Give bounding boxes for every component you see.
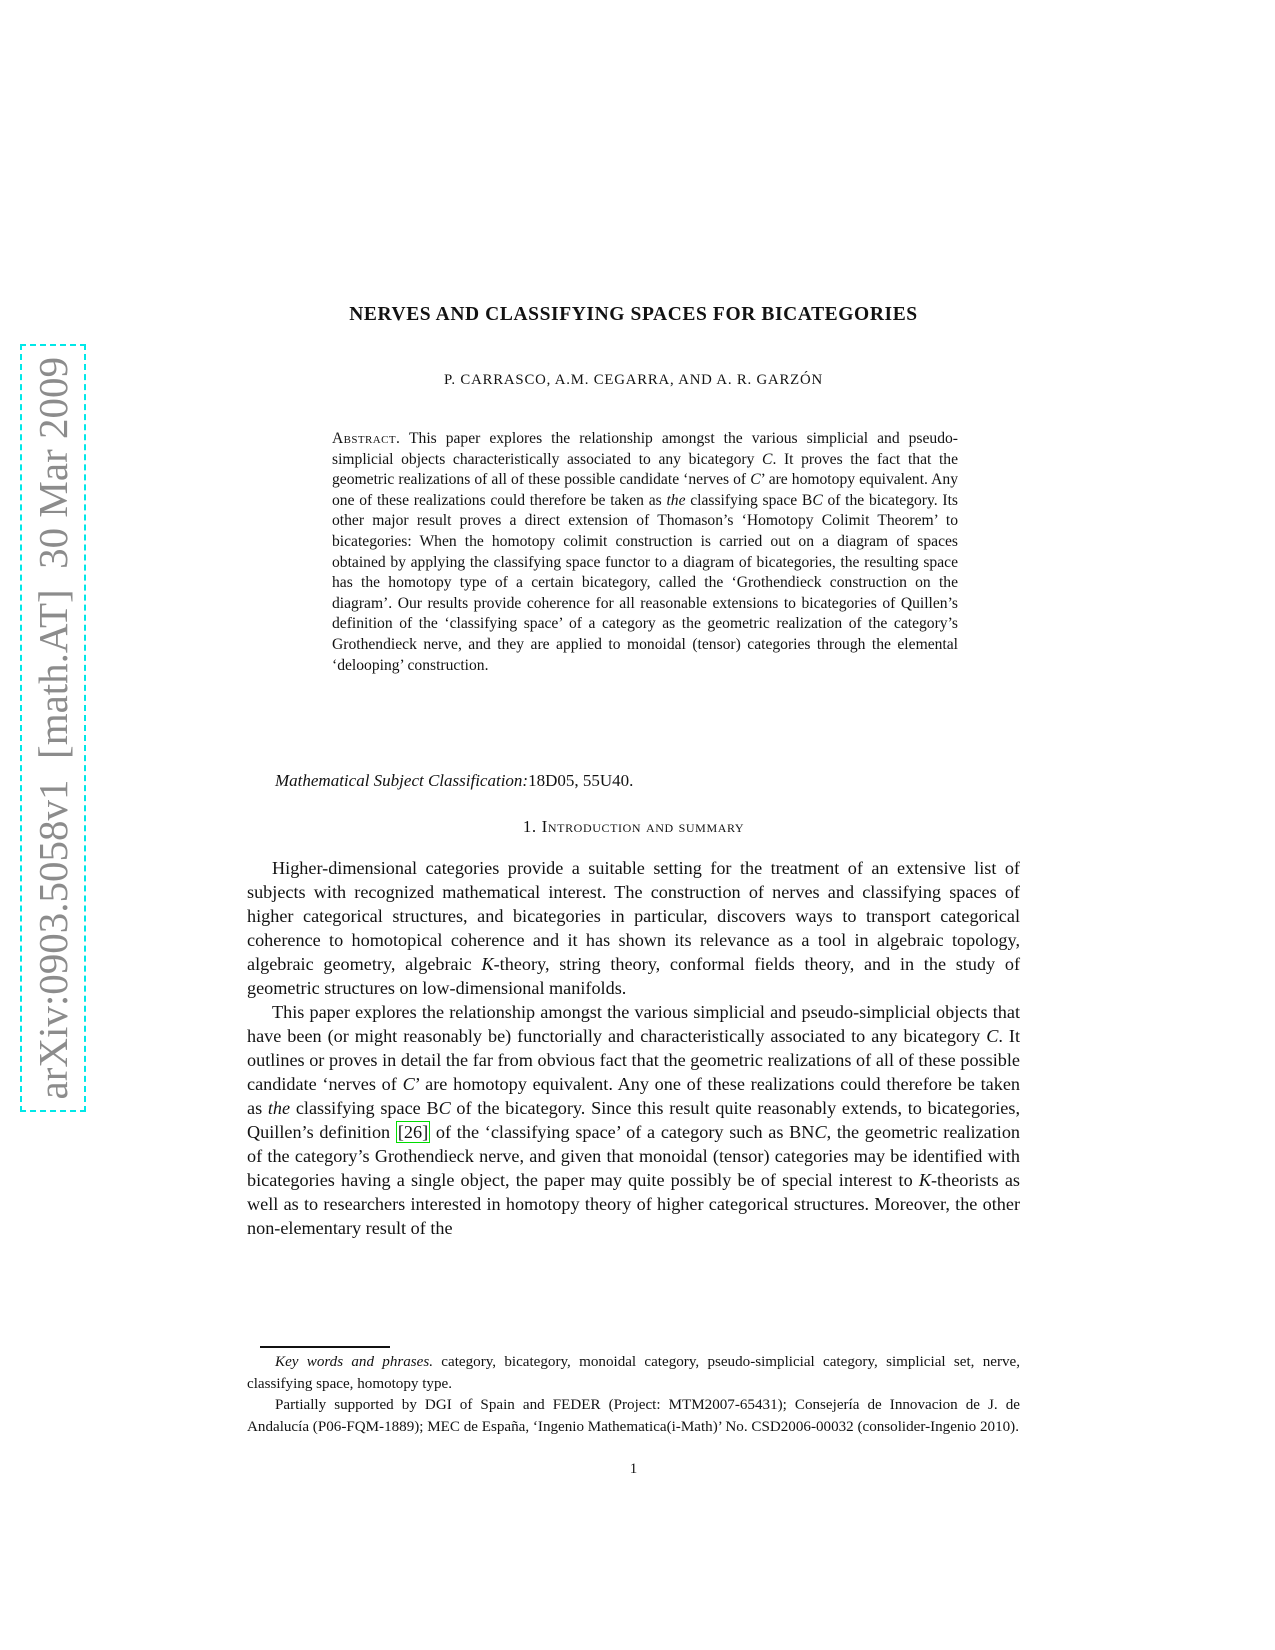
page-number: 1 (629, 1461, 638, 1477)
arxiv-id-text: arXiv:0903.5058v1 [math.AT] 30 Mar 2009 (30, 356, 76, 1100)
intro-paragraph-1: Higher-dimensional categories provide a suitable setting for the treatment of an extensive list of subjects with recognized mathematical interest. The construction of nerves and classifying spaces of higher categorical structures, and bicategories in particular, discovers ways to transport categorical coherence to homotopical coherence and it has shown its relevance as a tool in algebraic topology, algebraic geometry, algebraic K-theory, string theory, conformal fields theory, and in the study of geometric structures on low-dimensional manifolds. (247, 858, 1021, 998)
section-heading-introduction: 1. Introduction and summary (522, 817, 745, 836)
citation-link-26[interactable]: [26] (397, 1122, 429, 1142)
introduction-body (247, 856, 1020, 1240)
paper-title: NERVES AND CLASSIFYING SPACES FOR BICATEGORIES (349, 304, 918, 325)
authors-line: P. CARRASCO, A.M. CEGARRA, AND A. R. GARZÓN (444, 372, 823, 388)
msc-line: Mathematical Subject Classification:18D05, 55U40. (275, 771, 634, 790)
keywords-footnote: Key words and phrases. category, bicategory, monoidal category, pseudo-simplicial category, simplicial set, nerve, classifying space, homotopy type. (247, 1354, 1020, 1392)
support-footnote: Partially supported by DGI of Spain and FEDER (Project: MTM2007-65431); Consejería de Innovacion de J. de Andalucía (P06-FQM-1889); MEC de España, ‘Ingenio Mathematica(i-Math)’ No. CSD2006-00032 (consolider-Ingenio 2010). (247, 1397, 1020, 1435)
intro-paragraph-2: This paper explores the relationship amongst the various simplicial and pseudo-simplicial objects that have been (or might reasonably be) functorially and characteristically associated to any bicategory C. It outlines or proves in detail the far from obvious fact that the geometric realizations of all of these possible candidate ‘nerves of C’ are homotopy equivalent. Any one of these realizations could therefore be taken as the classifying space BC of the bicategory. Since this result quite reasonably extends, to bicategories, Quillen’s definition [26] of the ‘classifying space’ of a category such as BNC, the geometric realization of the category’s Grothendieck nerve, and given that monoidal (tensor) categories may be identified with bicategories having a single object, the paper may quite possibly be of special interest to K-theorists as well as to researchers interested in homotopy theory of higher categorical structures. Moreover, the other non-elementary result of the (247, 1002, 1021, 1238)
footnotes-block (247, 1352, 1020, 1438)
footnote-rule (260, 1346, 390, 1348)
abstract-block: Abstract. This paper explores the relationship amongst the various simplicial and pseudo-simplicial objects characteristically associated to any bicategory C. It proves the fact that the geometric realizations of all of these possible candidate ‘nerves of C’ are homotopy equivalent. Any one of these realizations could therefore be taken as the classifying space BC of the bicategory. Its other major result proves a direct extension of Thomason’s ‘Homotopy Colimit Theorem’ to bicategories: When the homotopy colimit construction is carried out on a diagram of spaces obtained by applying the classifying space functor to a diagram of bicategories, the resulting space has the homotopy type of a certain bicategory, called the ‘Grothendieck construction on the diagram’. Our results provide coherence for all reasonable extensions to bicategories of Quillen’s definition of the ‘classifying space’ of a category as the geometric realization of the category’s Grothendieck nerve, and they are applied to monoidal (tensor) categories through the elemental ‘delooping’ construction. (332, 430, 958, 674)
arxiv-watermark (20, 344, 86, 1112)
